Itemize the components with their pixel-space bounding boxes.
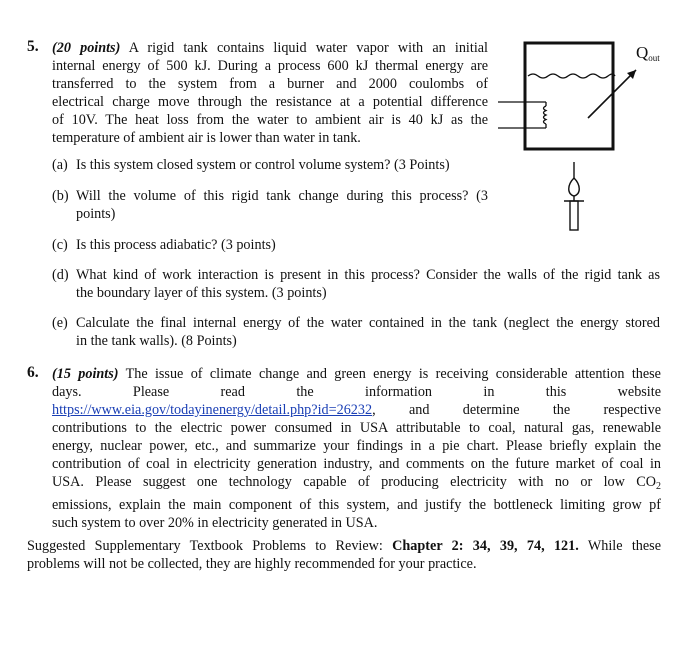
suggested-problems: Suggested Supplementary Textbook Problems to Review: Chapter 2: 34, 39, 74, 121. While these problems will not be collected, they are highly recommended for your practice. xyxy=(27,538,661,572)
resistor-icon xyxy=(544,106,547,124)
eia-website-link[interactable]: https://www.eia.gov/todayinenergy/detail.php?id=26232 xyxy=(52,402,373,418)
flame-icon xyxy=(569,178,580,196)
question-5-points: (20 points) xyxy=(52,40,121,56)
question-5-number: 5. xyxy=(27,38,39,55)
rigid-tank-diagram xyxy=(490,30,680,235)
tank-outline xyxy=(525,43,613,149)
water-surface xyxy=(528,74,615,78)
question-5-text: (20 points) A rigid tank contains liquid water vapor with an initial internal energy of 500 kJ. During a process 600 kJ thermal energy are transferred to the system from a burner and 2000 coulombs of electrical charge move through the resistance at a potential difference of 10V. The heat loss from the water to ambient air is 40 kJ as the temperature of ambient air is lower than water in tank. xyxy=(52,40,488,146)
question-6-points: (15 points) xyxy=(52,366,119,382)
q-out-label: Qout xyxy=(636,43,660,63)
burner-icon xyxy=(570,201,578,230)
question-6-number: 6. xyxy=(27,364,39,381)
question-6-text: (15 points) The issue of climate change and green energy is receiving considerable attention these days. Please read the information in this website https://www.eia.gov/todayinenergy/detail.php?id=26232, and determine the respective contributions to the electric power consumed in USA attributable to coal, natural gas, renewable energy, nuclear power, etc., and summarize your findings in a pie chart. Please briefly explain the contribution of coal in electricity generation industry, and comments on the future market of coal in USA. Please suggest one technology capable of producing electricity with no or low $CO_2$ emissions, explain the main component of this system, and justify the bottleneck limiting grow pf such system to over 20% in electricity generated in USA. xyxy=(52,366,661,531)
